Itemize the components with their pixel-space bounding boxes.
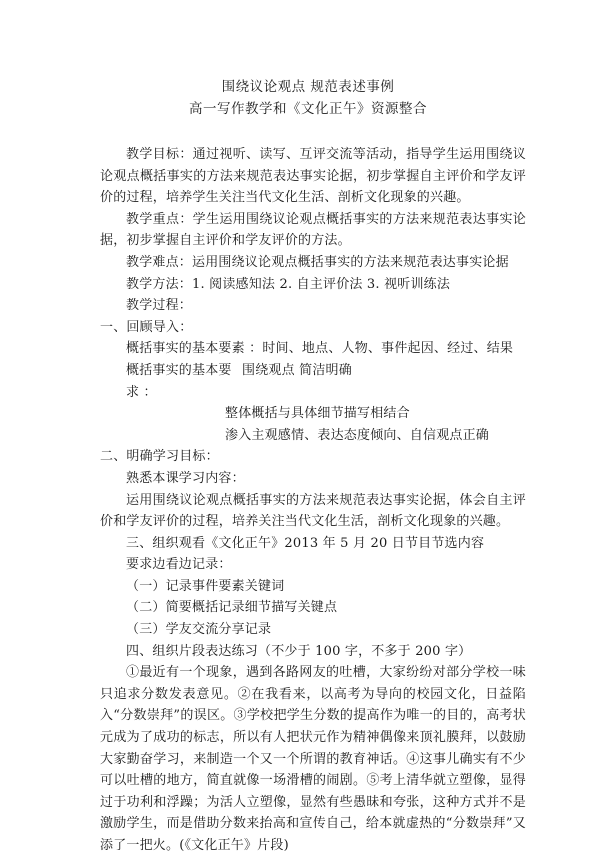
- teaching-key-paragraph: 教学重点：学生运用围绕议论观点概括事实的方法来规范表达事实论据，初步掌握自主评价和学友评价的方法。: [100, 211, 526, 249]
- section-heading-viewing: 三、组织观看《文化正午》2013 年 5 月 20 日节目节选内容: [126, 535, 485, 551]
- note-item-3: （三）学友交流分享记录: [126, 622, 272, 638]
- familiar-content-line: 熟悉本课学习内容：: [126, 470, 245, 486]
- sample-paragraph: ①最近有一个现象，遇到各路网友的吐槽，大家纷纷对部分学校一味只追求分数发表意见。②在我看来，以高考为导向的校园文化，日益陷入“分数崇拜”的误区。③学校把学生分数的提高作为唯一的目的，高考状元成为了成功的标志，所以有人把状元作为精神偶像来顶礼膜拜，以鼓励大家勤奋学习，来制造一个又一个所谓的教育神话。④这事儿确实有不少可以吐槽的地方，简直就像一场滑槽的闹剧。⑤考上清华就立塑像，显得过于功利和浮躁；为活人立塑像，显然有些愚昧和夸张，这种方式并不是激励学生，而是借助分数来抬高和宣传自己，给本就虚热的“分数崇拜”又添了一把火。(《文化正午》片段): [100, 665, 526, 853]
- teaching-difficulty: 教学难点：运用围绕议论观点概括事实的方法来规范表达事实论据: [126, 254, 509, 270]
- document-body: [100, 144, 526, 857]
- requirement-item: 渗入主观感情、表达态度倾向、自信观点正确: [225, 427, 490, 443]
- note-item-2: （二）简要概括记录细节描写关键点: [126, 600, 338, 616]
- section-heading-review: 一、回顾导入：: [100, 319, 193, 335]
- document-subtitle: 高一写作教学和《文化正午》资源整合: [189, 101, 427, 117]
- note-item-1: （一）记录事件要素关键词: [126, 578, 285, 594]
- section-heading-goals: 二、明确学习目标：: [100, 449, 219, 465]
- basic-requirements-label: 概括事实的基本要求 ：: [126, 362, 232, 400]
- learning-target-paragraph: 运用围绕议论观点概括事实的方法来规范表达事实论据，体会自主评价和学友评价的过程，培养关注当代文化生活，剖析文化现象的兴趣。: [100, 492, 526, 530]
- teaching-goal-paragraph: 教学目标：通过视听、读写、互评交流等活动，指导学生运用围绕议论观点概括事实的方法来规范表达事实论据，初步掌握自主评价和学友评价的过程，培养学生关注当代文化生活、剖析文化现象的兴趣。: [100, 147, 526, 206]
- basic-requirements-list: [242, 360, 526, 403]
- note-taking-requirement: 要求边看边记录：: [126, 557, 232, 573]
- section-heading-practice: 四、组织片段表达练习（不少于 100 字，不多于 200 字）: [126, 643, 472, 659]
- basic-requirements: [100, 360, 526, 403]
- requirement-item: 围绕观点 简洁明确: [242, 362, 352, 378]
- basic-elements-line: 概括事实的基本要素 ：时间、地点、人物、事件起因、经过、结果: [126, 341, 514, 357]
- document-title: 围绕议论观点 规范表述事例: [221, 79, 395, 95]
- teaching-methods: 教学方法：1. 阅读感知法 2. 自主评价法 3. 视听训练法: [126, 276, 451, 292]
- teaching-process: 教学过程：: [126, 298, 193, 314]
- requirement-item: 整体概括与具体细节描写相结合: [225, 406, 410, 422]
